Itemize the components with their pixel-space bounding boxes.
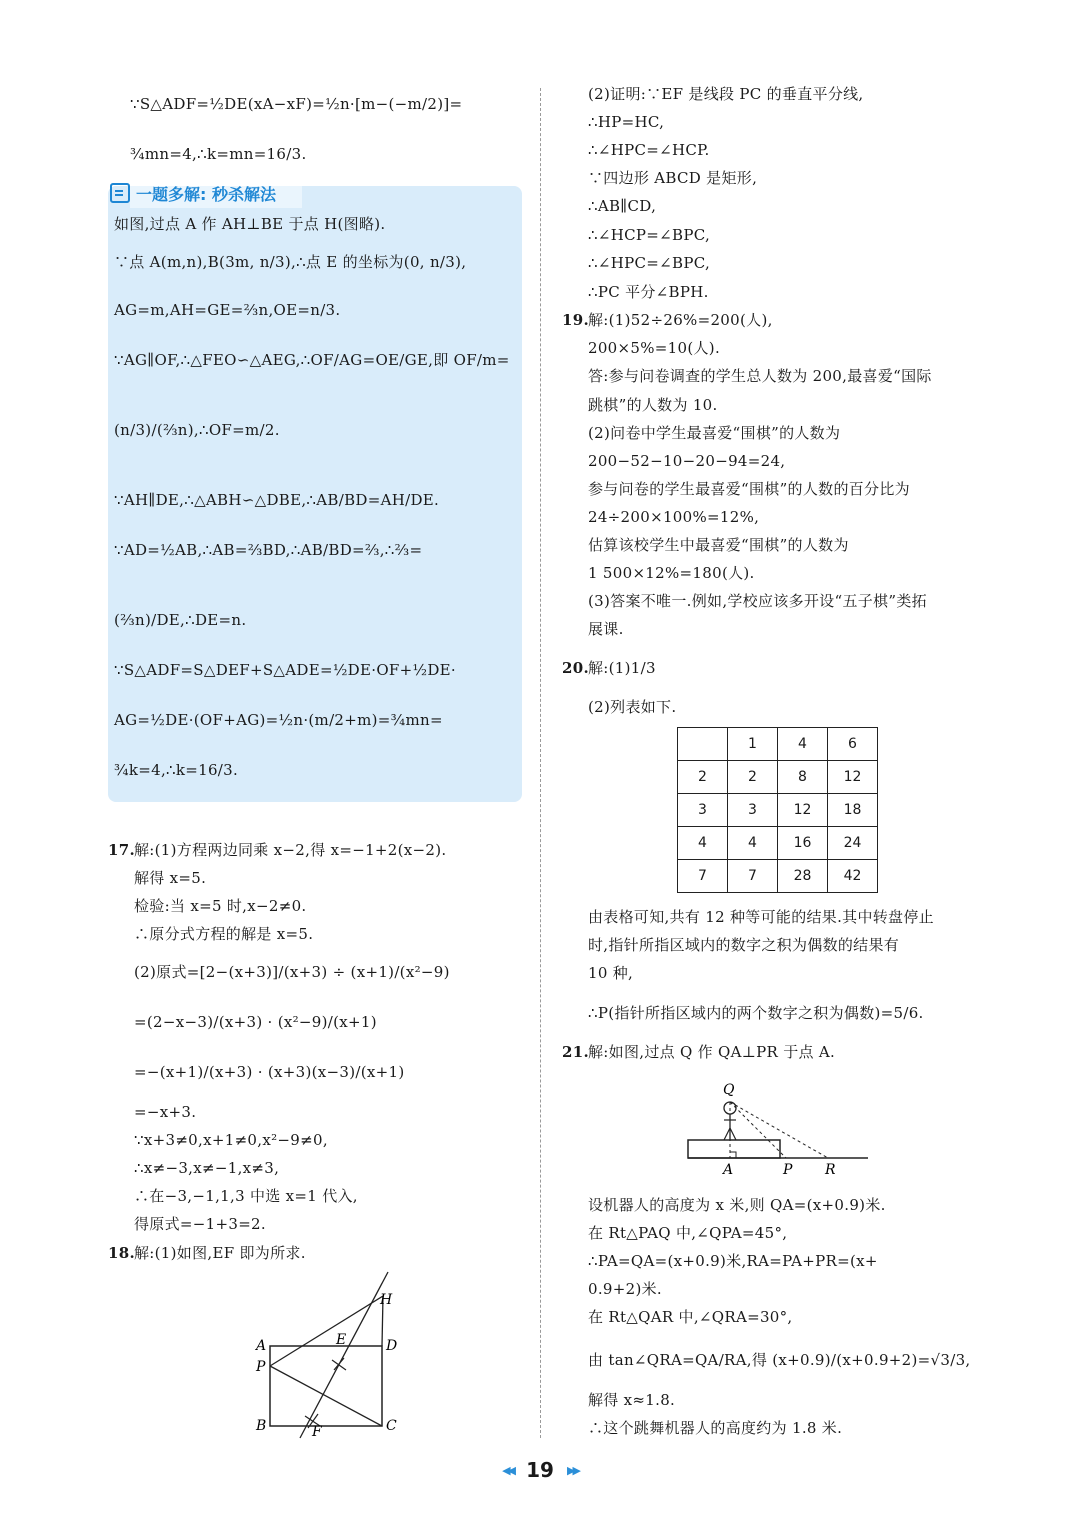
table-cell: 12 (778, 794, 828, 827)
q18-proof-line: ∴AB∥CD, (588, 197, 657, 215)
table-cell: 4 (728, 827, 778, 860)
table-cell: 12 (828, 761, 878, 794)
label-c: C (386, 1418, 397, 1434)
label-e: E (336, 1332, 347, 1348)
q17-line: (2)原式=[2−(x+3)]/(x+3) ÷ (x+1)/(x²−9) (134, 963, 450, 981)
question-21-number: 21. (562, 1043, 589, 1061)
q21-line: 在 Rt△PAQ 中,∠QPA=45°, (588, 1224, 788, 1242)
q18-proof-line: ∴PC 平分∠BPH. (588, 283, 709, 301)
sightline-qr (730, 1102, 828, 1158)
q17-line: ∴在−3,−1,1,3 中选 x=1 代入, (134, 1187, 358, 1205)
q18-line: 解:(1)如图,EF 即为所求. (134, 1244, 306, 1262)
box-line: AG=m,AH=GE=⅔n,OE=n/3. (114, 301, 341, 319)
q19-line: 跳棋”的人数为 10. (588, 396, 718, 414)
q17-line: ∴x≠−3,x≠−1,x≠3, (134, 1159, 280, 1177)
q21-line: 由 tan∠QRA=QA/RA,得 (x+0.9)/(x+0.9+2)=√3/3, (588, 1351, 971, 1369)
table-cell: 6 (828, 728, 878, 761)
label-r: R (825, 1162, 836, 1178)
q19-line: 答:参与问卷调查的学生总人数为 200,最喜爱“国际 (588, 367, 932, 385)
question-20-number: 20. (562, 659, 589, 677)
robot-leg-left (724, 1128, 730, 1140)
rectangle-construction-figure (250, 1270, 410, 1440)
note-icon (110, 183, 130, 203)
q21-line: ∴这个跳舞机器人的高度约为 1.8 米. (588, 1419, 843, 1437)
table-row (678, 728, 878, 761)
box-line: ∵AG∥OF,∴△FEO∽△AEG,∴OF/AG=OE/GE,即 OF/m= (114, 351, 510, 369)
left-arrows-icon: ◀◀ (502, 1464, 513, 1477)
q19-line: 展课. (588, 620, 624, 638)
right-angle-mark (730, 1152, 736, 1158)
q21-line: 解:如图,过点 Q 作 QA⊥PR 于点 A. (588, 1043, 836, 1061)
platform (688, 1140, 780, 1158)
label-b: B (256, 1418, 267, 1434)
q17-line: =−x+3. (134, 1103, 197, 1121)
table-cell: 28 (778, 860, 828, 893)
line-ef (300, 1272, 388, 1438)
segment-ph (270, 1296, 383, 1366)
box-line: ¾k=4,∴k=16/3. (114, 761, 239, 779)
table-cell: 8 (778, 761, 828, 794)
table-cell: 7 (728, 860, 778, 893)
label-h: H (380, 1292, 393, 1308)
q18-proof-line: ∴HP=HC, (588, 113, 665, 131)
q21-line: 在 Rt△QAR 中,∠QRA=30°, (588, 1308, 793, 1326)
table-row (678, 794, 878, 827)
table-cell: 1 (728, 728, 778, 761)
q17-line: ∵x+3≠0,x+1≠0,x²−9≠0, (134, 1131, 328, 1149)
table-cell: 24 (828, 827, 878, 860)
q19-line: 估算该校学生中最喜爱“围棋”的人数为 (588, 536, 849, 554)
label-p: P (256, 1359, 266, 1375)
box-line: (n/3)/(⅔n),∴OF=m/2. (114, 421, 280, 439)
q18-proof-line: ∴∠HCP=∠BPC, (588, 226, 711, 244)
q19-line: 解:(1)52÷26%=200(人), (588, 311, 773, 329)
product-table (677, 727, 878, 893)
q21-line: ∴PA=QA=(x+0.9)米,RA=PA+PR=(x+ (588, 1252, 878, 1270)
table-cell: 42 (828, 860, 878, 893)
page-number: 19 (526, 1458, 554, 1482)
q20-line: (2)列表如下. (588, 698, 677, 716)
column-divider (540, 88, 541, 1438)
table-cell: 4 (778, 728, 828, 761)
label-a: A (256, 1338, 267, 1354)
table-cell: 16 (778, 827, 828, 860)
q19-line: (2)问卷中学生最喜爱“围棋”的人数为 (588, 424, 841, 442)
table-row (678, 761, 878, 794)
continuation-line-2: ¾mn=4,∴k=mn=16/3. (130, 145, 307, 163)
q17-line: =−(x+1)/(x+3) · (x+3)(x−3)/(x+1) (134, 1063, 405, 1081)
q17-line: 解:(1)方程两边同乘 x−2,得 x=−1+2(x−2). (134, 841, 447, 859)
sightline-qp (730, 1102, 786, 1158)
rectangle-abcd (270, 1346, 382, 1426)
robot-leg-right (730, 1128, 736, 1140)
q19-line: 1 500×12%=180(人). (588, 564, 755, 582)
q17-line: =(2−x−3)/(x+3) · (x²−9)/(x+1) (134, 1013, 377, 1031)
q18-proof-line: ∵四边形 ABCD 是矩形, (588, 169, 758, 187)
table-cell: 7 (678, 860, 728, 893)
q18-proof-line: ∴∠HPC=∠HCP. (588, 141, 710, 159)
box-line: ∵点 A(m,n),B(3m, n/3),∴点 E 的坐标为(0, n/3), (114, 253, 467, 271)
question-17-number: 17. (108, 841, 135, 859)
q21-line: 解得 x≈1.8. (588, 1391, 676, 1409)
label-a: A (723, 1162, 734, 1178)
q21-line: 0.9+2)米. (588, 1280, 662, 1298)
q20-line: 10 种, (588, 964, 634, 982)
q17-line: 得原式=−1+3=2. (134, 1215, 266, 1233)
table-row (678, 860, 878, 893)
question-18-number: 18. (108, 1244, 135, 1262)
q19-line: 24÷200×100%=12%, (588, 508, 760, 526)
q21-line: 设机器人的高度为 x 米,则 QA=(x+0.9)米. (588, 1196, 886, 1214)
q17-line: 解得 x=5. (134, 869, 207, 887)
arc-mark-upper (332, 1358, 346, 1370)
table-cell: 2 (678, 761, 728, 794)
segment-pc (270, 1366, 382, 1426)
box-line: AG=½DE·(OF+AG)=½n·(m/2+m)=¾mn= (114, 711, 443, 729)
box-line: 如图,过点 A 作 AH⊥BE 于点 H(图略). (114, 215, 386, 233)
q20-line: 由表格可知,共有 12 种等可能的结果.其中转盘停止 (588, 908, 934, 926)
alternative-solution-title (110, 182, 276, 208)
label-f: F (312, 1424, 322, 1440)
robot-angle-figure (680, 1078, 880, 1178)
box-line: ∵AH∥DE,∴△ABH∽△DBE,∴AB/BD=AH/DE. (114, 491, 440, 509)
table-cell: 3 (728, 794, 778, 827)
label-d: D (386, 1338, 398, 1354)
box-line: ∵S△ADF=S△DEF+S△ADE=½DE·OF+½DE· (114, 661, 456, 679)
table-row (678, 827, 878, 860)
table-cell: 4 (678, 827, 728, 860)
q17-line: ∴原分式方程的解是 x=5. (134, 925, 314, 943)
q20-line: 解:(1)1/3 (588, 659, 656, 677)
q20-line: ∴P(指针所指区域内的两个数字之积为偶数)=5/6. (588, 1004, 924, 1022)
q17-line: 检验:当 x=5 时,x−2≠0. (134, 897, 307, 915)
right-arrows-icon: ▶▶ (567, 1464, 578, 1477)
continuation-line-1: ∵S△ADF=½DE(xA−xF)=½n·[m−(−m/2)]= (130, 95, 463, 113)
box-title-text: 一题多解: 秒杀解法 (136, 185, 276, 204)
table-cell: 3 (678, 794, 728, 827)
q19-line: 200×5%=10(人). (588, 339, 721, 357)
page-footer (0, 1458, 1080, 1482)
box-line: (⅔n)/DE,∴DE=n. (114, 611, 247, 629)
label-p: P (783, 1162, 793, 1178)
box-line: ∵AD=½AB,∴AB=⅔BD,∴AB/BD=⅔,∴⅔= (114, 541, 423, 559)
table-cell: 18 (828, 794, 878, 827)
q18-proof-line: ∴∠HPC=∠BPC, (588, 254, 711, 272)
label-q: Q (723, 1082, 735, 1098)
q19-line: 参与问卷的学生最喜爱“围棋”的人数的百分比为 (588, 480, 910, 498)
question-19-number: 19. (562, 311, 589, 329)
q18-proof-line: (2)证明:∵EF 是线段 PC 的垂直平分线, (588, 85, 864, 103)
table-cell: 2 (728, 761, 778, 794)
q19-line: (3)答案不唯一.例如,学校应该多开设“五子棋”类拓 (588, 592, 927, 610)
table-cell (678, 728, 728, 761)
q19-line: 200−52−10−20−94=24, (588, 452, 786, 470)
q20-line: 时,指针所指区域内的数字之积为偶数的结果有 (588, 936, 900, 954)
